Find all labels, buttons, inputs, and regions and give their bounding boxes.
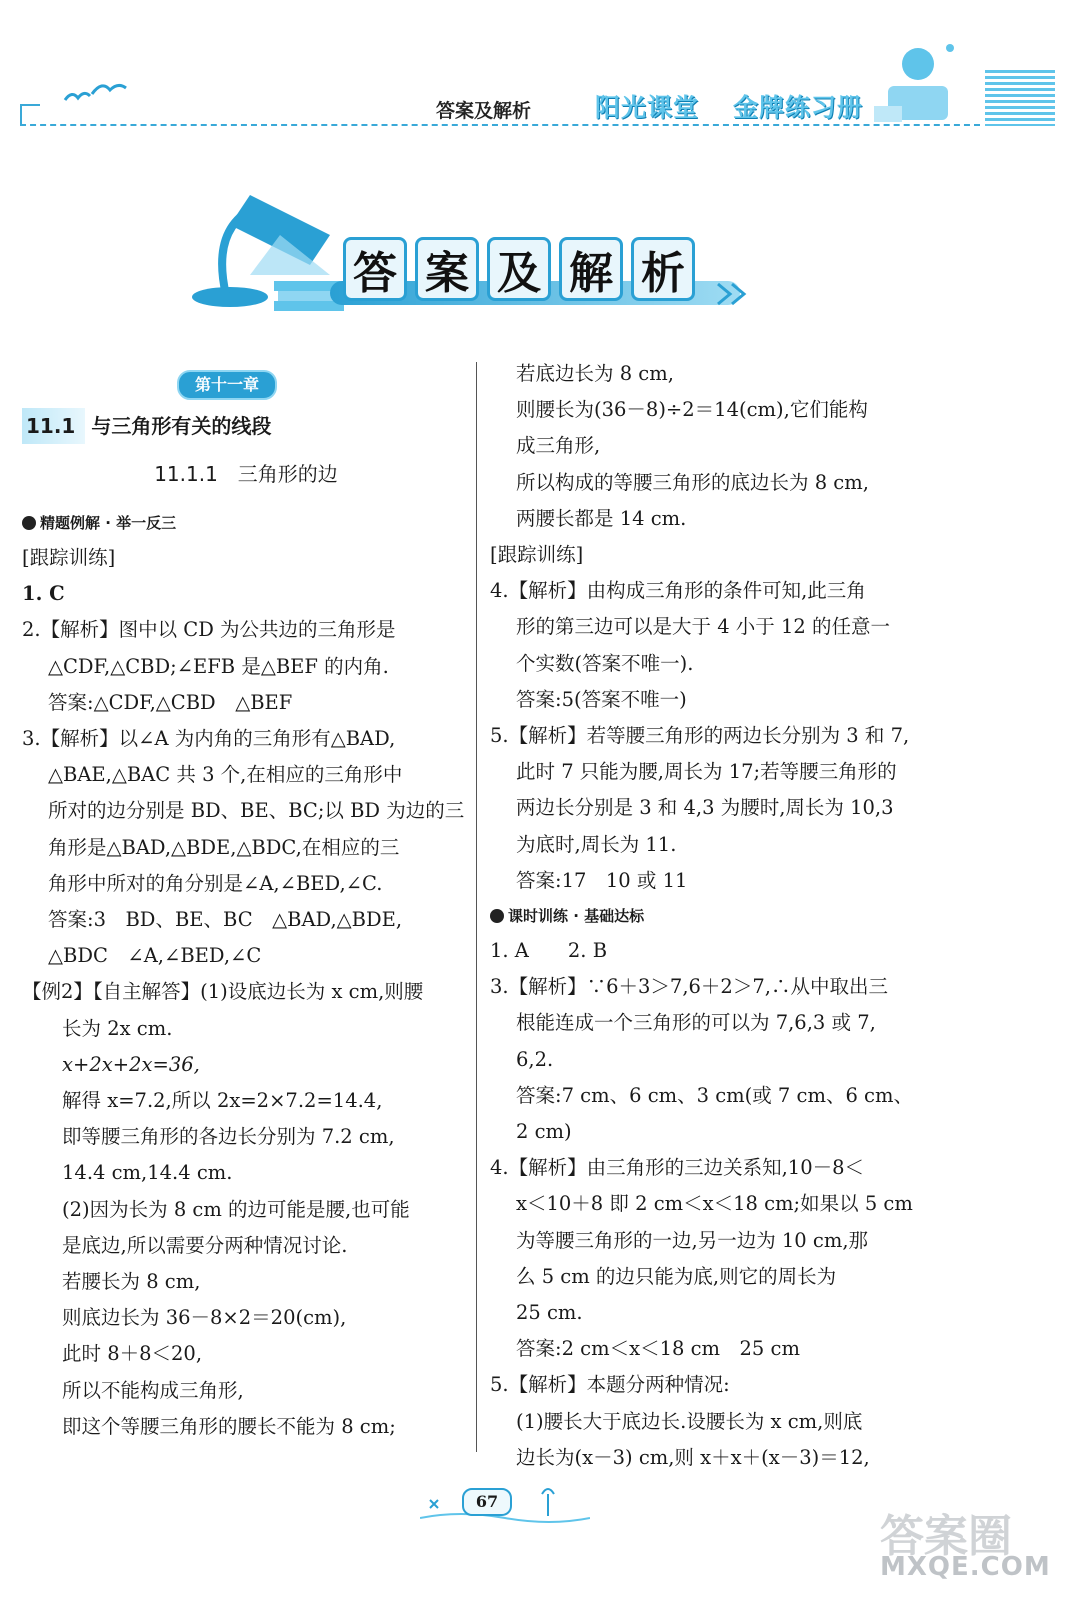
chevron-right-icon [714, 281, 754, 307]
text-line: 为底时,周长为 11. [516, 832, 677, 856]
text-line: 所对的边分别是 BD、BE、BC;以 BD 为边的三 [48, 799, 465, 823]
text-line: (2)因为长为 8 cm 的边可能是腰,也可能 [62, 1197, 410, 1221]
text-line: 成三角形, [516, 434, 601, 458]
header-brand-left: 阳光课堂 [595, 93, 700, 122]
exercise-tag-label: 课时训练 · 基础达标 [508, 907, 645, 926]
text-line: 两边长分别是 3 和 4,3 为腰时,周长为 10,3 [516, 796, 894, 820]
banner-char-2: 案 [415, 237, 479, 301]
text-line: 1. C [22, 582, 65, 606]
left-column [22, 366, 470, 1445]
text-line: 此时 7 只能为腰,周长为 17;若等腰三角形的 [516, 760, 897, 784]
right-column [490, 356, 946, 1476]
text-line: 则腰长为(36－8)÷2＝14(cm),它们能构 [516, 398, 868, 422]
page-number: 67 [462, 1488, 512, 1516]
track-label: [跟踪训练] [22, 546, 116, 569]
text-line: 若底边长为 8 cm, [516, 362, 674, 385]
header-stripes [985, 70, 1055, 126]
banner-char-5: 析 [631, 237, 695, 301]
answer-line: 答案:△CDF,△CBD △BEF [48, 690, 293, 714]
exercise-tag-label: 精题例解 · 举一反三 [40, 514, 177, 532]
text-line: 角形是△BAD,△BDE,△BDC,在相应的三 [48, 835, 400, 859]
subsection-heading: 11.1.1 三角形的边 [154, 462, 338, 486]
text-line: 形的第三边可以是大于 4 小于 12 的任意一 [516, 615, 891, 639]
column-divider [476, 362, 477, 1452]
text-line: 即这个等腰三角形的腰长不能为 8 cm; [62, 1414, 396, 1438]
text-line: 4.【解析】由构成三角形的条件可知,此三角 [490, 579, 866, 603]
banner-char-3: 及 [487, 237, 551, 301]
answer-line: 答案:5(答案不唯一) [516, 687, 687, 711]
watermark-site: MXQE.COM [880, 1552, 1051, 1582]
text-line: 1. A 2. B [490, 939, 608, 963]
equation-line: x+2x+2x=36, [62, 1052, 200, 1076]
text-line: 长为 2x cm. [62, 1016, 173, 1040]
text-line: 14.4 cm,14.4 cm. [62, 1161, 233, 1185]
text-line: △CDF,△CBD;∠EFB 是△BEF 的内角. [48, 654, 389, 678]
bullet-icon [490, 909, 504, 923]
text-line: 是底边,所以需要分两种情况讨论. [62, 1233, 348, 1257]
birds-icon [60, 80, 130, 116]
page-header [0, 0, 1072, 140]
student-reading-icon [868, 36, 968, 126]
text-line: 根能连成一个三角形的可以为 7,6,3 或 7, [516, 1011, 876, 1035]
text-line: 若腰长为 8 cm, [62, 1270, 201, 1294]
title-banner [190, 185, 760, 325]
header-dashed-rule [20, 124, 980, 126]
text-line: 即等腰三角形的各边长分别为 7.2 cm, [62, 1125, 395, 1149]
text-line: 6,2. [516, 1047, 554, 1071]
text-line: 则底边长为 36－8×2＝20(cm), [62, 1306, 347, 1330]
text-line: 所以不能构成三角形, [62, 1378, 244, 1402]
text-line: 4.【解析】由三角形的三边关系知,10－8＜ [490, 1156, 865, 1180]
text-line: 么 5 cm 的边只能为底,则它的周长为 [516, 1264, 837, 1288]
answer-line: 答案:7 cm、6 cm、3 cm(或 7 cm、6 cm、 [516, 1083, 913, 1107]
text-line: 个实数(答案不唯一). [516, 651, 694, 675]
banner-char-4: 解 [559, 237, 623, 301]
text-line: 3.【解析】以∠A 为内角的三角形有△BAD, [22, 727, 396, 751]
text-line: 为等腰三角形的一边,另一边为 10 cm,那 [516, 1228, 869, 1252]
text-line: 边长为(x－3) cm,则 x＋x＋(x－3)＝12, [516, 1445, 870, 1469]
section-heading [22, 408, 470, 444]
exercise-tag [22, 506, 470, 540]
section-number: 11.1 [22, 408, 85, 444]
text-line: 此时 8＋8＜20, [62, 1342, 203, 1366]
text-line: (1)腰长大于底边长.设腰长为 x cm,则底 [516, 1409, 863, 1433]
header-center-title: 答案及解析 [436, 100, 532, 122]
exercise-tag [490, 899, 946, 933]
text-line: 【例2】【自主解答】(1)设底边长为 x cm,则腰 [22, 980, 424, 1004]
banner-char-1: 答 [343, 237, 407, 301]
text-line: x＜10＋8 即 2 cm＜x＜18 cm;如果以 5 cm [516, 1192, 913, 1216]
answer-line: 答案:2 cm＜x＜18 cm 25 cm [516, 1337, 800, 1361]
answer-line: △BDC ∠A,∠BED,∠C [48, 944, 262, 968]
section-title: 与三角形有关的线段 [91, 414, 272, 438]
answer-line: 答案:17 10 或 11 [516, 868, 688, 892]
bullet-icon [22, 516, 36, 530]
text-line: 角形中所对的角分别是∠A,∠BED,∠C. [48, 871, 383, 895]
answer-line: 2 cm) [516, 1120, 572, 1144]
text-line: 5.【解析】若等腰三角形的两边长分别为 3 和 7, [490, 724, 910, 748]
text-line: 所以构成的等腰三角形的底边长为 8 cm, [516, 470, 869, 494]
track-label: [跟踪训练] [490, 543, 584, 567]
text-line: 3.【解析】∵6＋3＞7,6＋2＞7,∴从中取出三 [490, 975, 888, 999]
header-corner-bracket [20, 104, 40, 126]
chapter-badge: 第十一章 [177, 370, 277, 400]
text-line: 25 cm. [516, 1301, 583, 1325]
text-line: △BAE,△BAC 共 3 个,在相应的三角形中 [48, 763, 403, 787]
text-line: 两腰长都是 14 cm. [516, 506, 687, 530]
text-line: 5.【解析】本题分两种情况: [490, 1373, 730, 1397]
text-line: 解得 x=7.2,所以 2x=2×7.2=14.4, [62, 1089, 383, 1113]
answer-line: 答案:3 BD、BE、BC △BAD,△BDE, [48, 908, 403, 932]
header-brand-right: 金牌练习册 [733, 93, 864, 122]
text-line: 2.【解析】图中以 CD 为公共边的三角形是 [22, 618, 396, 642]
watermark-logo: 答案圈 [880, 1511, 1012, 1562]
